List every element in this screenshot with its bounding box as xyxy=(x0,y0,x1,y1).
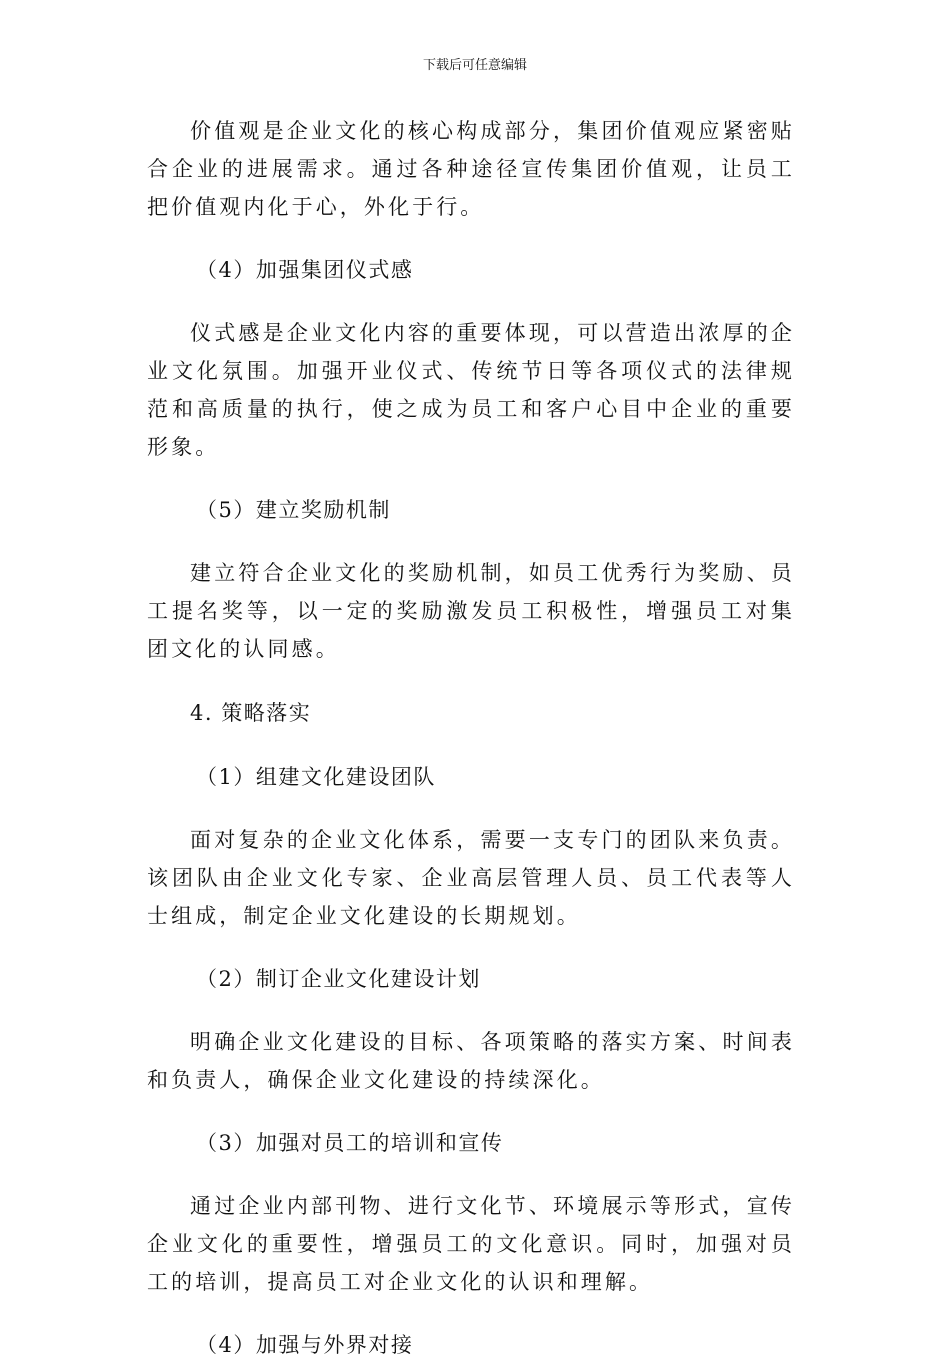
paragraph-ceremony: 仪式感是企业文化内容的重要体现，可以营造出浓厚的企业文化氛围。加强开业仪式、传统节日等各项仪式的法律规范和高质量的执行，使之成为员工和客户心目中企业的重要形象。 xyxy=(147,321,795,459)
heading-ceremony: （4）加强集团仪式感 xyxy=(196,258,414,282)
heading-reward-mechanism: （5）建立奖励机制 xyxy=(196,498,391,522)
heading-external: （4）加强与外界对接 xyxy=(196,1333,414,1357)
heading-plan: （2）制订企业文化建设计划 xyxy=(196,967,481,991)
paragraph-training: 通过企业内部刊物、进行文化节、环境展示等形式，宣传企业文化的重要性，增强员工的文化意识。同时，加强对员工的培训，提高员工对企业文化的认识和理解。 xyxy=(147,1194,795,1294)
heading-team: （1）组建文化建设团队 xyxy=(196,765,436,789)
paragraph-values: 价值观是企业文化的核心构成部分，集团价值观应紧密贴合企业的进展需求。通过各种途径宣传集团价值观，让员工把价值观内化于心，外化于行。 xyxy=(147,119,795,219)
paragraph-team: 面对复杂的企业文化体系，需要一支专门的团队来负责。该团队由企业文化专家、企业高层管理人员、员工代表等人士组成，制定企业文化建设的长期规划。 xyxy=(147,828,795,928)
heading-training: （3）加强对员工的培训和宣传 xyxy=(196,1131,504,1155)
document-body xyxy=(147,112,795,1364)
page-header-note: 下载后可任意编辑 xyxy=(422,58,527,73)
paragraph-plan: 明确企业文化建设的目标、各项策略的落实方案、时间表和负责人，确保企业文化建设的持续深化。 xyxy=(147,1030,795,1092)
section-title-strategy: 4. 策略落实 xyxy=(190,701,312,725)
paragraph-reward-mechanism: 建立符合企业文化的奖励机制，如员工优秀行为奖励、员工提名奖等，以一定的奖励激发员工积极性，增强员工对集团文化的认同感。 xyxy=(147,561,795,661)
